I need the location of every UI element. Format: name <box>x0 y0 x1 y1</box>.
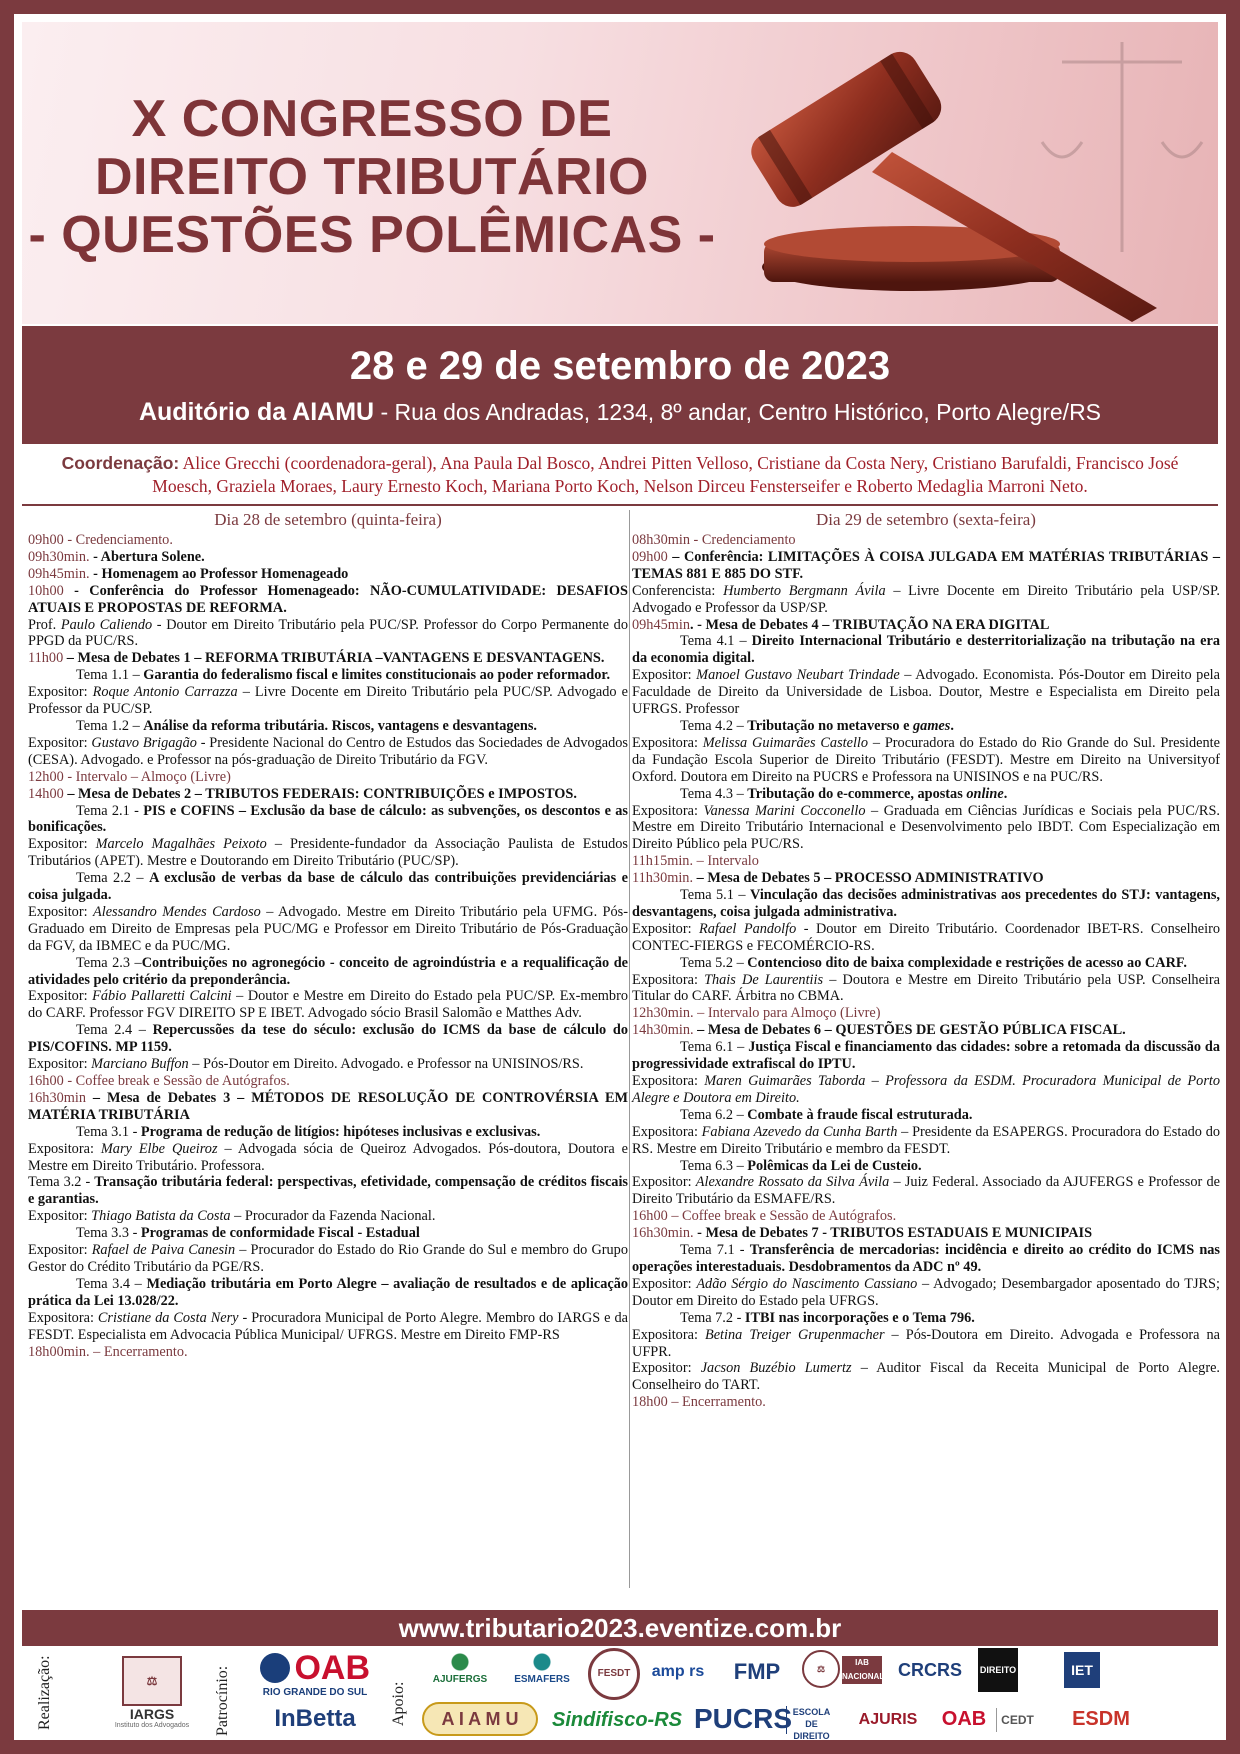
topic-line <box>632 1039 1220 1073</box>
topic-number: Tema 4.2 – <box>680 717 748 734</box>
column-divider <box>629 510 630 1588</box>
speaker-line: Expositora: Maren Guimarães Taborda – Professora da ESDM. Procuradora Municipal de Porto Alegre e Doutora em Direito. <box>632 1073 1220 1106</box>
amprs-logo: amp rs <box>651 1663 705 1680</box>
oab-logo-text: OAB <box>294 1649 371 1687</box>
globe-icon <box>260 1653 290 1683</box>
topic-line <box>632 1107 1220 1124</box>
speaker-line: Expositora: Mary Elbe Queiroz – Advogada sócia de Queiroz Advogados. Pós-doutora, Doutora e Mestre em Direito Tributário. Professora. <box>28 1140 629 1174</box>
pucrs-logo-sub: ESCOLA DE DIREITO <box>786 1706 836 1734</box>
slot-time: 16h00 – Coffee break e Sessão de Autógrafos. <box>632 1208 897 1225</box>
fmp-logo: FMP <box>733 1659 781 1684</box>
topic-line <box>632 786 1220 803</box>
schedule-slot <box>632 853 1220 870</box>
slot-title: – Conferência: LIMITAÇÕES À COISA JULGADA EM MATÉRIAS TRIBUTÁRIAS – TEMAS 881 E 885 DO STF. <box>632 548 1220 582</box>
topic-line <box>28 1276 628 1310</box>
hero-title-line-2: DIREITO TRIBUTÁRIO <box>94 148 650 206</box>
schedule-slot <box>632 532 1220 549</box>
coordination-names: Alice Grecchi (coordenadora-geral), Ana Paula Dal Bosco, Andrei Pitten Velloso, Cristiane da Costa Nery, Cristiano Barufaldi, Francisco José Moesch, Graziela Moraes, Laury Ernesto Koch, Mariana Porto Koch, Nelson Dirceu Fensterseifer e Roberto Medaglia Marroni Neto. <box>152 453 1179 496</box>
topic-title: Vinculação das decisões administrativas aos precedentes do STJ: vantagens, desvantagens, coisa julgada administrativa. <box>632 887 1220 920</box>
coordination-label: Coordenação: <box>61 453 180 473</box>
iargs-logo-sub: Instituto dos Advogados <box>114 1722 190 1729</box>
label-patrocinio: Patrocínio: <box>214 1665 231 1736</box>
topic-title: Justiça Fiscal e financiamento das cidades: sobre a retomada da discussão da progressividade extrafiscal do IPTU. <box>632 1039 1220 1073</box>
topic-number: Tema 1.2 – <box>76 717 144 734</box>
topic-title: Tributação no metaverso e games. <box>747 717 954 734</box>
topic-number: Tema 2.4 – <box>76 1022 153 1039</box>
topic-number: Tema 4.1 – <box>680 633 752 650</box>
slot-time: 09h00 <box>632 548 668 565</box>
slot-title: - Mesa de Debates 7 - TRIBUTOS ESTADUAIS E MUNICIPAIS <box>693 1225 1093 1242</box>
schedule-slot <box>28 532 628 549</box>
topic-title: Repercussões da tese do século: exclusão do ICMS da base de cálculo do PIS/COFINS. MP 1159. <box>28 1022 628 1056</box>
speaker-line: Expositora: Melissa Guimarães Castello – Procuradora do Estado do Rio Grande do Sul. Presidente da Fundação Escola Superior de Direito Tributário (FESDT). Mestre em Direito na Universityof Oxford. Doutora em Direito na PUCRS e Professora na UNISINOS e na PUC/RS. <box>632 734 1220 785</box>
topic-title: PIS e COFINS – Exclusão da base de cálculo: as subvenções, os descontos e as bonificações. <box>28 802 628 836</box>
day-2-schedule <box>632 532 1220 1411</box>
speaker-line: Expositor: Manoel Gustavo Neubart Trindade – Advogado. Economista. Pós-Doutor em Direito pela Faculdade de Direito da Universidade de Lisboa. Doutor, Mestre e Especialista em Direito pela UFRGS. Professor <box>632 667 1220 718</box>
topic-number: Tema 3.3 - <box>76 1225 141 1242</box>
hero-title-line-3: - QUESTÕES POLÊMICAS - <box>28 206 716 264</box>
topic-title: A exclusão de verbas da base de cálculo das contribuições previdenciárias e coisa julgada. <box>28 870 628 904</box>
esmafers-logo: ESMAFERS <box>502 1650 582 1690</box>
topic-title: Direito Internacional Tributário e desterritorialização na tributação na era da economia digital. <box>632 633 1220 667</box>
topic-title: Mediação tributária em Porto Alegre – avaliação de resultados e de aplicação prática da Lei 13.028/22. <box>28 1275 629 1309</box>
speaker-line: Expositor: Rafael de Paiva Canesin – Procurador do Estado do Rio Grande do Sul e membro do Grupo Gestor do Crédito Tributário da PGE/RS. <box>28 1242 628 1275</box>
speaker-line: Expositor: Alexandre Rossato da Silva Ávila – Juiz Federal. Associado da AJUFERGS e Professor de Direito Tributário da ESMAFE/RS. <box>632 1174 1220 1208</box>
topic-line <box>632 718 1220 735</box>
scales-icon <box>1042 42 1202 252</box>
iargs-logo-text: IARGS <box>129 1706 175 1722</box>
topic-number: Tema 2.2 – <box>76 870 150 887</box>
slot-time: 09h00 - Credenciamento. <box>28 532 173 548</box>
topic-line <box>28 1022 628 1056</box>
speaker-line: Expositor: Roque Antonio Carrazza – Livre Docente em Direito Tributário pela PUC/SP. Advogado e Professor da PUC/SP. <box>28 684 628 718</box>
slot-title: – Mesa de Debates 3 – MÉTODOS DE RESOLUÇÃO DE CONTROVÉRSIA EM MATÉRIA TRIBUTÁRIA <box>28 1089 628 1123</box>
topic-title: Contribuições no agronegócio - conceito de agroindústria e a requalificação de atividades pelo critério da preponderância. <box>28 954 629 988</box>
slot-time: 09h30min. <box>28 548 90 565</box>
speaker-line: Expositor: Gustavo Brigagão - Presidente Nacional do Centro de Estudos das Sociedades de Advogados (CESA). Advogado. e Professor na pós-graduação de Direito Tributário da FGV. <box>28 734 628 768</box>
slot-time: 14h30min. <box>632 1022 694 1039</box>
schedule-slot <box>632 870 1220 887</box>
topic-line <box>632 633 1220 667</box>
iargs-logo <box>102 1656 202 1732</box>
topic-title: ITBI nas incorporações e o Tema 796. <box>744 1309 975 1326</box>
topic-title: Combate à fraude fiscal estruturada. <box>747 1106 973 1123</box>
speaker-line: Tema 3.2 - Transação tributária federal: perspectivas, efetividade, compensação de créditos fiscais e garantias. <box>28 1174 628 1208</box>
slot-time: 14h00 <box>28 785 64 802</box>
topic-line <box>28 718 628 735</box>
topic-number: Tema 6.2 – <box>680 1106 748 1123</box>
fesdt-logo: FESDT <box>588 1648 640 1700</box>
speaker-line: Expositora: Thais De Laurentiis – Doutora e Mestre em Direito Tributário pela USP. Conselheira Titular do CARF. Árbitra no CBMA. <box>632 971 1221 1005</box>
schedule-slot <box>28 549 628 566</box>
event-venue <box>22 396 1218 428</box>
hero-title <box>22 90 722 264</box>
speaker-line: Expositor: Rafael Pandolfo - Doutor em Direito Tributário. Coordenador IBET-RS. Conselheiro CONTEC-FIERGS e FECOMÉRCIO-RS. <box>632 920 1220 954</box>
section-divider <box>22 504 1218 506</box>
day-1-schedule <box>28 532 628 1360</box>
aiamu-logo: A I A M U <box>422 1702 538 1736</box>
topic-number: Tema 3.1 - <box>76 1123 141 1140</box>
oab-logo <box>260 1648 371 1698</box>
iab-seal-icon: ⚖ <box>802 1650 840 1688</box>
speaker-line: Expositora: Betina Treiger Grupenmacher – Pós-Doutora em Direito. Advogada e Professora na UFPR. <box>632 1326 1220 1360</box>
slot-time: 11h00 <box>28 650 64 667</box>
venue-address: - Rua dos Andradas, 1234, 8º andar, Centro Histórico, Porto Alegre/RS <box>374 399 1102 425</box>
topic-number: Tema 4.3 – <box>680 785 748 802</box>
schedule-slot <box>28 1344 628 1361</box>
event-website-link[interactable]: www.tributario2023.eventize.com.br <box>22 1610 1218 1646</box>
topic-title: Análise da reforma tributária. Riscos, vantagens e desvantagens. <box>143 717 537 734</box>
topic-line <box>28 870 628 904</box>
oab-logo-sub: RIO GRANDE DO SUL <box>262 1687 368 1698</box>
topic-line <box>28 1225 628 1242</box>
schedule-slot <box>28 1073 628 1090</box>
coordination-block <box>42 452 1198 498</box>
iargs-logo-mark: ⚖ <box>122 1656 182 1706</box>
slot-time: 18h00min. – Encerramento. <box>28 1343 188 1360</box>
speaker-line: Expositor: Marciano Buffon – Pós-Doutor em Direito. Advogado. e Professor na UNISINOS/RS. <box>28 1056 584 1073</box>
schedule-slot <box>28 650 628 667</box>
topic-title: Transferência de mercadorias: incidência e direito ao crédito do ICMS nas operações interestaduais. Desdobramentos da ADC nº 49. <box>632 1242 1220 1275</box>
schedule-slot <box>632 1225 1220 1242</box>
topic-line <box>28 667 628 684</box>
iet-logo: IET <box>1064 1652 1100 1688</box>
schedule-slot <box>28 786 628 803</box>
topic-line <box>632 955 1220 972</box>
speaker-line: Expositor: Adão Sérgio do Nascimento Cassiano – Advogado; Desembargador aposentado do TJRS; Doutor em Direito do Estado pela UFRGS. <box>632 1275 1220 1309</box>
schedule-slot <box>28 566 628 583</box>
slot-time: 09h45min <box>632 616 690 633</box>
topic-line <box>632 1158 1220 1175</box>
slot-title: – Mesa de Debates 5 – PROCESSO ADMINISTRATIVO <box>693 870 1044 887</box>
sponsor-logos <box>22 1648 1218 1740</box>
slot-title: – Mesa de Debates 1 – REFORMA TRIBUTÁRIA –VANTAGENS E DESVANTAGENS. <box>63 650 605 667</box>
topic-title: Tributação do e-commerce, apostas online. <box>747 785 1008 802</box>
topic-line <box>632 1310 1220 1327</box>
hero-title-line-1: X CONGRESSO DE <box>131 90 613 148</box>
topic-number: Tema 2.1 - <box>76 802 144 819</box>
topic-number: Tema 5.1 – <box>680 887 751 904</box>
topic-line <box>632 887 1220 921</box>
speaker-line: Expositor: Fábio Pallaretti Calcini – Doutor e Mestre em Direito do Estado pela PUC/SP. Ex-membro do CARF. Professor FGV DIREITO SP E IBET. Advogado sócio Brasil Salomão e Matthes Adv. <box>28 988 628 1022</box>
slot-title: . - Mesa de Debates 4 – TRIBUTAÇÃO NA ERA DIGITAL <box>689 616 1050 633</box>
label-apoio: Apoio: <box>390 1681 407 1726</box>
topic-number: Tema 6.3 – <box>680 1157 748 1174</box>
speaker-line: Expositora: Cristiane da Costa Nery - Procuradora Municipal de Porto Alegre. Membro do IARGS e da FESDT. Especialista em Advocacia Pública Municipal/ UFRGS. Mestre em Direito FMP-RS <box>28 1309 628 1343</box>
speaker-line: Conferencista: Humberto Bergmann Ávila – Livre Docente em Direito Tributário pela USP/SP. Advogado e Professor da USP/SP. <box>632 582 1220 616</box>
ajufergs-logo: AJUFERGS <box>422 1650 498 1690</box>
slot-time: 12h30min. – Intervalo para Almoço (Livre) <box>632 1005 881 1022</box>
schedule-slot <box>632 1005 1220 1022</box>
speaker-line: Expositora: Vanessa Marini Cocconello – Graduada em Ciências Jurídicas e Sociais pela PUC/RS. Mestre em Direito Tributário Internacional e Desenvolvimento pelo IBDT. Com Especialização em Direito Público pela PUC/RS. <box>632 802 1220 853</box>
topic-title: Contencioso dito de baixa complexidade e restrições de acesso ao CARF. <box>747 954 1187 971</box>
label-realizacao: Realização: <box>36 1655 53 1730</box>
schedule-slot <box>28 769 628 786</box>
direito-logo: DIREITO <box>978 1648 1018 1692</box>
esdm-logo: ESDM <box>1072 1708 1130 1730</box>
topic-number: Tema 1.1 – <box>76 667 144 684</box>
topic-number: Tema 7.1 - <box>680 1242 750 1259</box>
topic-title: Garantia do federalismo fiscal e limites constitucionais ao poder reformador. <box>143 667 611 684</box>
schedule-slot <box>632 1208 1220 1225</box>
venue-name: Auditório da AIAMU <box>138 398 375 426</box>
topic-title: Polêmicas da Lei de Custeio. <box>747 1157 922 1174</box>
crcrs-logo: CRCRS <box>897 1660 962 1680</box>
ajuris-logo: AJURIS <box>858 1711 918 1728</box>
slot-time: 09h45min. <box>28 565 90 582</box>
speaker-line: Prof. Paulo Caliendo - Doutor em Direito Tributário pela PUC/SP. Professor do Corpo Permanente do PPGD da PUC/RS. <box>28 616 628 650</box>
slot-title: – Mesa de Debates 2 – TRIBUTOS FEDERAIS: CONTRIBUIÇÕES e IMPOSTOS. <box>63 785 577 802</box>
date-banner <box>22 326 1218 444</box>
inbetta-logo: InBetta <box>274 1705 356 1732</box>
slot-time: 16h30min. <box>632 1225 694 1242</box>
topic-title: Programa de redução de litígios: hipóteses inclusivas e exclusivas. <box>140 1123 541 1140</box>
slot-time: 11h15min. – Intervalo <box>632 853 759 870</box>
topic-number: Tema 5.2 – <box>680 954 748 971</box>
slot-title: – Mesa de Debates 6 – QUESTÕES DE GESTÃO PÚBLICA FISCAL. <box>693 1022 1126 1039</box>
schedule-slot <box>632 549 1220 583</box>
cedt-logo: CEDT <box>996 1708 1038 1732</box>
topic-line <box>28 803 628 837</box>
schedule-slot <box>28 583 628 617</box>
topic-number: Tema 7.2 - <box>680 1309 745 1326</box>
gavel-illustration <box>702 22 1218 324</box>
speaker-line: Expositor: Thiago Batista da Costa – Procurador da Fazenda Nacional. <box>28 1208 436 1225</box>
slot-title: - Abertura Solene. <box>89 548 205 565</box>
topic-title: Programas de conformidade Fiscal - Estadual <box>140 1225 420 1242</box>
speaker-line: Expositora: Fabiana Azevedo da Cunha Barth – Presidente da ESAPERGS. Procuradora do Estado do RS. Mestre em Direito Tributário e membro da FESDT. <box>632 1123 1220 1157</box>
slot-time: 11h30min. <box>632 870 694 887</box>
topic-number: Tema 6.1 – <box>680 1039 749 1056</box>
slot-time: 08h30min - Credenciamento <box>632 532 796 548</box>
event-date: 28 e 29 de setembro de 2023 <box>349 344 891 388</box>
topic-line <box>632 1242 1220 1276</box>
speaker-line: Expositor: Jacson Buzébio Lumertz – Auditor Fiscal da Receita Municipal de Porto Alegre. Conselheiro do TART. <box>632 1360 1220 1394</box>
slot-title: - Homenagem ao Professor Homenageado <box>89 565 349 582</box>
poster-inner <box>14 14 1226 1740</box>
slot-time: 16h30min <box>28 1089 86 1106</box>
speaker-line: Expositor: Marcelo Magalhães Peixoto – Presidente-fundador da Associação Paulista de Estudos Tributários (APET). Mestre e Doutorando em Direito Tributário (PUC/SP). <box>28 836 628 870</box>
topic-line <box>28 1124 628 1141</box>
slot-title: - Conferência do Professor Homenageado: NÃO-CUMULATIVIDADE: DESAFIOS ATUAIS E PROPOSTAS DE REFORMA. <box>28 582 628 616</box>
iab-logo: IAB NACIONAL <box>842 1656 882 1684</box>
schedule-slot <box>28 1090 628 1124</box>
topic-number: Tema 3.4 – <box>76 1275 147 1292</box>
slot-time: 12h00 - Intervalo – Almoço (Livre) <box>28 768 231 785</box>
slot-time: 18h00 – Encerramento. <box>632 1394 766 1411</box>
program-day-1 <box>28 510 628 1360</box>
hero-banner <box>22 22 1218 324</box>
day-2-heading: Dia 29 de setembro (sexta-feira) <box>816 510 1036 529</box>
topic-line <box>28 955 628 989</box>
schedule-slot <box>632 1394 1220 1411</box>
program-day-2 <box>632 510 1220 1411</box>
day-1-heading: Dia 28 de setembro (quinta-feira) <box>214 510 442 529</box>
pucrs-logo: PUCRS <box>694 1703 793 1734</box>
schedule-slot <box>632 617 1220 634</box>
slot-time: 16h00 - Coffee break e Sessão de Autógrafos. <box>28 1073 290 1089</box>
schedule-slot <box>632 1022 1220 1039</box>
topic-number: Tema 2.3 – <box>76 954 142 971</box>
slot-time: 10h00 <box>28 582 64 599</box>
speaker-line: Expositor: Alessandro Mendes Cardoso – Advogado. Mestre em Direito Tributário pela UFMG. Pós-Graduado em Direito de Empresas pela PUC/MG e Professor em Direito Tributário de Pós-Graduação da FGV, da IBMEC e da PUC/MG. <box>28 903 628 954</box>
oab-cedt-logo: OAB <box>941 1708 987 1730</box>
sindifisco-logo: Sindifisco-RS <box>551 1709 682 1731</box>
